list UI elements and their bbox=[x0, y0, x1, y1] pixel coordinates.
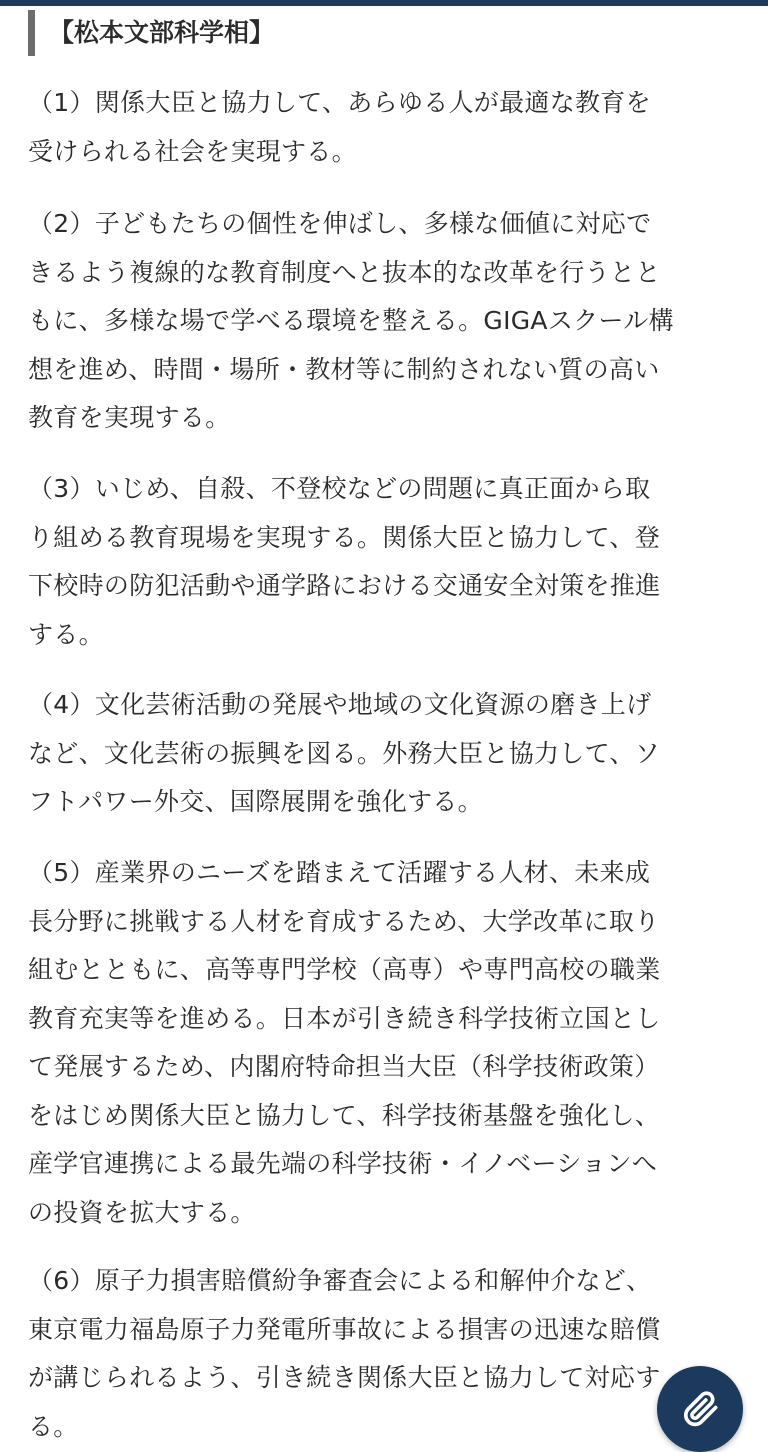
paragraph-5 bbox=[28, 849, 746, 1237]
paragraph-line: など、文化芸術の振興を図る。外務大臣と協力して、ソ bbox=[28, 738, 661, 768]
paragraph-6 bbox=[28, 1257, 746, 1451]
paragraph-line: 下校時の防犯活動や通学路における交通安全対策を推進 bbox=[28, 571, 661, 600]
paragraph-line: が講じられるよう、引き続き関係大臣と協力して対応す bbox=[28, 1363, 661, 1392]
section-heading: 【松本文部科学相】 bbox=[28, 10, 274, 56]
paragraph-line: 想を進め、時間・場所・教材等に制約されない質の高い bbox=[28, 354, 660, 384]
paragraph-line: （1）関係大臣と協力して、あらゆる人が最適な教育を bbox=[28, 88, 651, 117]
paragraph-line: 教育充実等を進める。日本が引き続き科学技術立国とし bbox=[28, 1003, 661, 1033]
paragraph-line: きるよう複線的な教育制度へと抜本的な改革を行うとと bbox=[28, 257, 661, 287]
paragraph-line: て発展するため、内閣府特命担当大臣（科学技術政策） bbox=[28, 1052, 660, 1081]
paragraph-line: （4）文化芸術活動の発展や地域の文化資源の磨き上げ bbox=[28, 690, 652, 719]
paragraph-line: 東京電力福島原子力発電所事故による損害の迅速な賠償 bbox=[28, 1314, 661, 1344]
paperclip-icon bbox=[680, 1389, 720, 1429]
paragraph-line: （3）いじめ、自殺、不登校などの問題に真正面から取 bbox=[28, 474, 651, 503]
attachment-button[interactable] bbox=[657, 1366, 743, 1452]
top-rule bbox=[0, 0, 768, 6]
paragraph-line: をはじめ関係大臣と協力して、科学技術基盤を強化し、 bbox=[28, 1100, 661, 1130]
paragraph-1 bbox=[28, 79, 746, 176]
paragraph-line: （2）子どもたちの個性を伸ばし、多様な価値に対応で bbox=[28, 209, 652, 238]
paragraph-line: 長分野に挑戦する人材を育成するため、大学改革に取り bbox=[28, 906, 660, 936]
paragraph-line: する。 bbox=[28, 619, 104, 649]
paragraph-line: の投資を拡大する。 bbox=[28, 1197, 256, 1227]
paragraph-line: 教育を実現する。 bbox=[28, 403, 231, 432]
paragraph-line: 産学官連携による最先端の科学技術・イノベーションへ bbox=[28, 1149, 658, 1178]
paragraph-line: 受けられる社会を実現する。 bbox=[28, 136, 357, 166]
paragraph-2 bbox=[28, 200, 746, 443]
paragraph-line: もに、多様な場で学べる環境を整える。GIGAスクール構 bbox=[28, 306, 674, 335]
paragraph-line: フトパワー外交、国際展開を強化する。 bbox=[28, 787, 483, 816]
paragraph-line: （5）産業界のニーズを踏まえて活躍する人材、未来成 bbox=[28, 858, 651, 887]
paragraph-line: 組むとともに、高等専門学校（高専）や専門高校の職業 bbox=[28, 955, 661, 984]
paragraph-line: （6）原子力損害賠償紛争審査会による和解仲介など、 bbox=[28, 1266, 652, 1295]
paragraph-3 bbox=[28, 465, 746, 659]
paragraph-line: り組める教育現場を実現する。関係大臣と協力して、登 bbox=[28, 522, 661, 552]
paragraph-line: る。 bbox=[28, 1411, 79, 1441]
paragraph-4 bbox=[28, 681, 746, 827]
